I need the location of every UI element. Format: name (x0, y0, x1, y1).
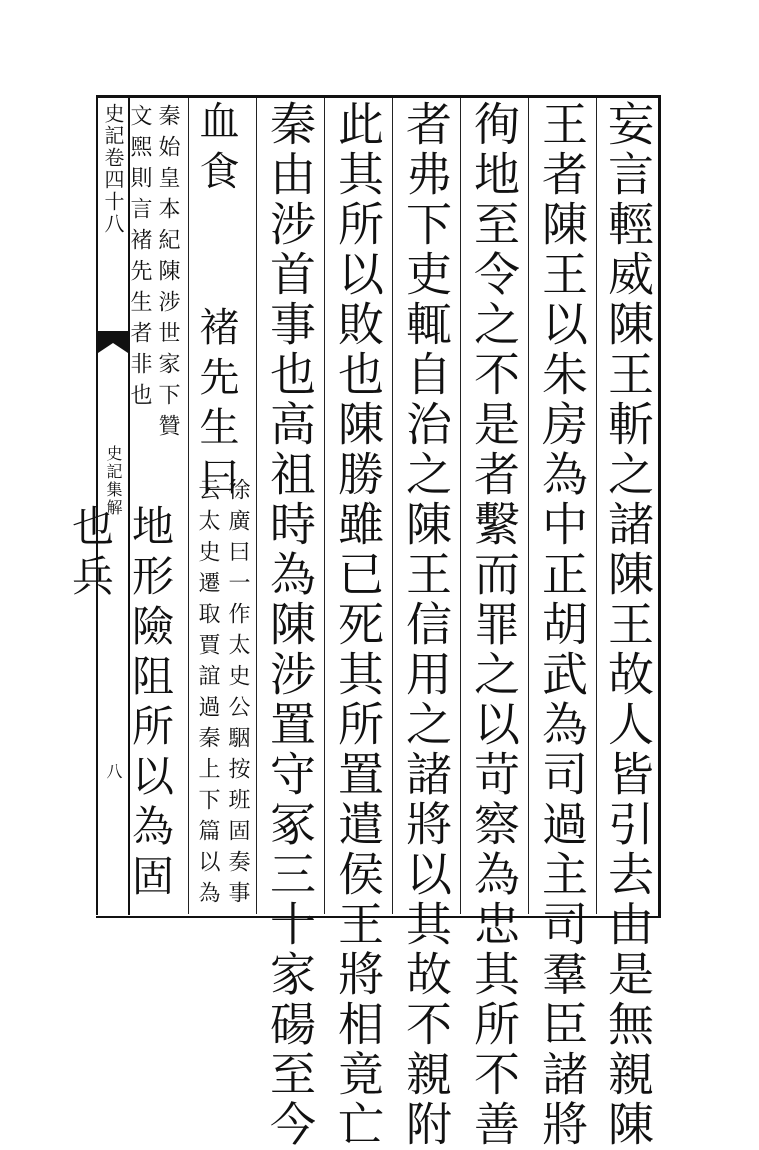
fold-section: 史記集解 (104, 445, 123, 517)
column-rule (460, 98, 461, 914)
text-column-4: 者弗下吏輒自治之陳王信用之諸將以其故不親附 (399, 100, 453, 1150)
annotation-left-line: 云太史遷取賈誼過秦上下篇以為 (195, 478, 220, 912)
annotation-right-line: 徐廣曰一作太史公駰按班固奏事 (225, 478, 250, 912)
text-column-1: 妄言輕威陳王斬之諸陳王故人皆引去由是無親陳 (601, 100, 655, 1150)
fold-title: 史記卷四十八 (101, 103, 125, 235)
column-rule (528, 98, 529, 914)
column-rule (324, 98, 325, 914)
annotation-right-line: 秦始皇本紀陳涉世家下贊 (155, 104, 180, 445)
text-column-5: 此其所以敗也陳勝雖已死其所置遣侯王將相竟亡 (331, 100, 385, 1150)
column-rule (188, 98, 189, 914)
mixed-head-text: 血食 (193, 100, 239, 200)
column-rule (392, 98, 393, 914)
text-column-3: 徇地至令之不是者繫而罪之以苛察為忠其所不善 (467, 100, 521, 1150)
annotation-tail-text: 地形險阻所以為固也兵 (66, 504, 175, 904)
fold-page-number: 八 (104, 763, 123, 779)
mixed-column (190, 100, 254, 912)
column-rule (596, 98, 597, 914)
column-rule (256, 98, 257, 914)
mixed-mid-text: 褚先生曰 (193, 306, 239, 506)
annotation-left-line: 文煕則言褚先生者非也 (127, 104, 152, 414)
text-column-6: 秦由涉首事也高祖時為陳涉置守冢三十家碭至今 (263, 100, 317, 1150)
text-column-2: 王者陳王以朱房為中正胡武為司過主司羣臣諸將 (535, 100, 589, 1150)
